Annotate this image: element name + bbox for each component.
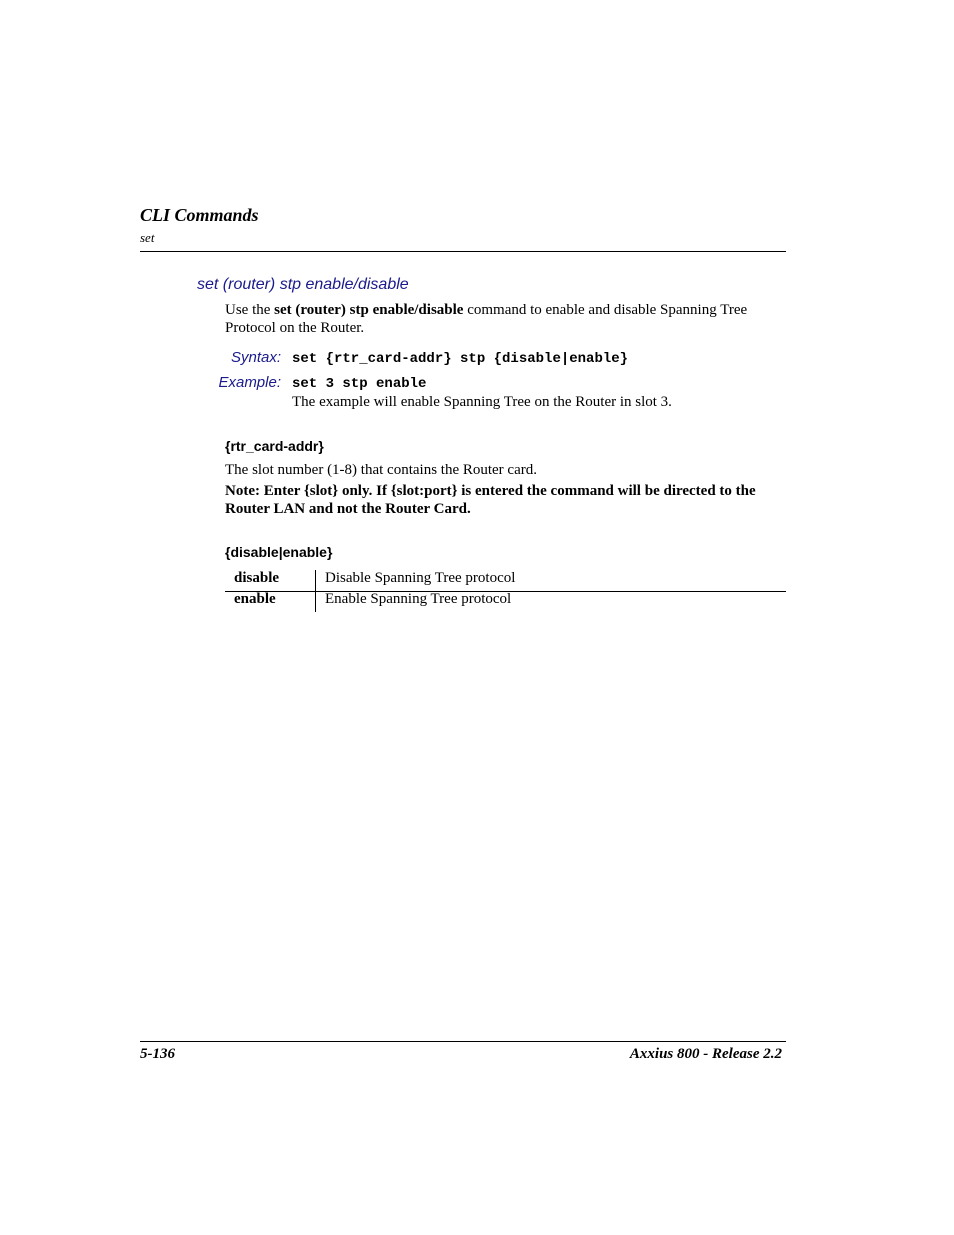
header-rule [140, 251, 786, 252]
param-rtr-card-addr-heading: {rtr_card-addr} [225, 438, 324, 454]
product-release: Axxius 800 - Release 2.2 [629, 1046, 782, 1062]
note-line2: Router LAN and not the Router Card. [225, 501, 471, 517]
section-title: set (router) stp enable/disable [197, 276, 409, 293]
param-disable-enable-heading: {disable|enable} [225, 544, 333, 560]
intro-command: set (router) stp enable/disable [274, 302, 464, 318]
param-rtr-card-addr-note [225, 482, 795, 518]
syntax-code: set {rtr_card-addr} stp {disable|enable} [292, 351, 629, 367]
option-description-disable: Disable Spanning Tree protocol [325, 570, 516, 586]
param-rtr-card-addr-description: The slot number (1-8) that contains the Router card. [225, 462, 537, 478]
page-number: 5-136 [140, 1046, 175, 1062]
intro-line2: Protocol on the Router. [225, 320, 365, 336]
syntax-label: Syntax: [230, 349, 281, 366]
note-line1: Note: Enter {slot} only. If {slot:port} is entered the command will be directed to the [225, 483, 756, 499]
option-name-enable: enable [234, 591, 276, 607]
chapter-subtitle: set [140, 230, 155, 245]
chapter-title: CLI Commands [140, 205, 259, 225]
example-code: set 3 stp enable [292, 376, 427, 392]
intro-paragraph [225, 301, 785, 337]
footer-rule [140, 1041, 786, 1042]
intro-prefix: Use the [225, 302, 275, 318]
option-description-enable: Enable Spanning Tree protocol [325, 591, 512, 607]
example-label: Example: [218, 374, 281, 391]
intro-suffix: command to enable and disable Spanning Tree [463, 302, 748, 318]
table-column-divider [315, 570, 316, 612]
option-name-disable: disable [234, 570, 280, 586]
example-description: The example will enable Spanning Tree on the Router in slot 3. [292, 394, 672, 410]
